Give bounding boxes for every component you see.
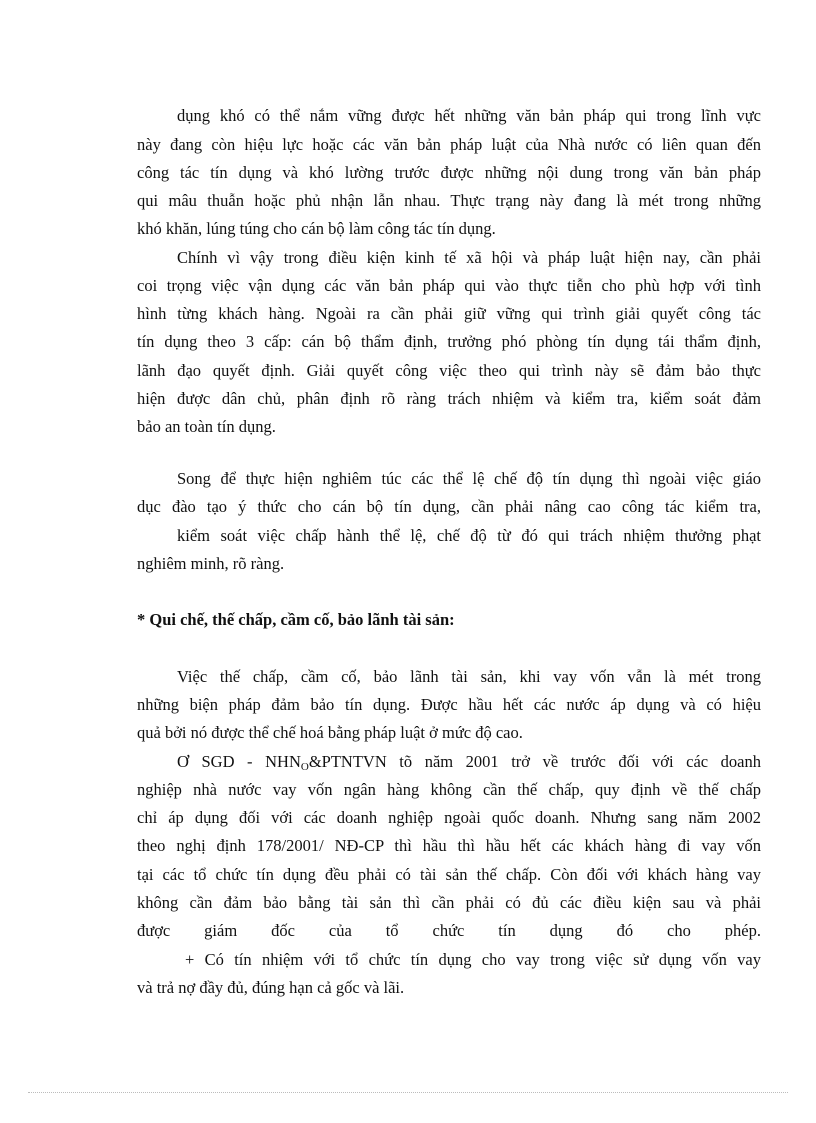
text-line: theo nghị định 178/2001/ NĐ-CP thì hầu thì hầu hết các khách hàng đi vay vốn [137, 836, 761, 855]
text-line: chỉ áp dụng đối với các doanh nghiệp ngoài quốc doanh. Nhưng sang năm 2002 [137, 808, 761, 827]
section-heading: * Qui chế, thế chấp, cầm cố, bảo lãnh tài sản: [137, 610, 455, 629]
text-line: dụng khó có thể nắm vững được hết những văn bản pháp qui trong lĩnh vực [177, 106, 761, 125]
text-line: được giám đốc của tổ chức tín dụng đó cho phép. [137, 921, 761, 940]
text-line: kiểm soát việc chấp hành thể lệ, chế độ từ đó qui trách nhiệm thưởng phạt [177, 526, 761, 545]
text-line: hiện được dân chủ, phân định rõ ràng trách nhiệm và kiểm tra, kiểm soát đảm [137, 389, 761, 408]
text-line [177, 748, 761, 776]
text-line: bảo an toàn tín dụng. [137, 417, 276, 436]
text-line: qui mâu thuẫn hoặc phủ nhận lẫn nhau. Thực trạng này đang là mét trong những [137, 191, 761, 210]
text-line: tín dụng theo 3 cấp: cán bộ thẩm định, trưởng phó phòng tín dụng tái thẩm định, [137, 332, 761, 351]
text-line: này đang còn hiệu lực hoặc các văn bản pháp luật của Nhà nước có liên quan đến [137, 135, 761, 154]
text-line: coi trọng việc vận dụng các văn bản pháp qui vào thực tiễn cho phù hợp với tình [137, 276, 761, 295]
text-line: nghiệp nhà nước vay vốn ngân hàng không cần thế chấp, quy định về thế chấp [137, 780, 761, 799]
text-line: hình từng khách hàng. Ngoài ra cần phải giữ vững qui trình giải quyết công tác [137, 304, 761, 323]
text-line: + Có tín nhiệm với tổ chức tín dụng cho vay trong việc sử dụng vốn vay [185, 950, 761, 969]
text-line: khó khăn, lúng túng cho cán bộ làm công tác tín dụng. [137, 219, 496, 238]
text-line: tại các tổ chức tín dụng đều phải có tài sản thế chấp. Còn đối với khách hàng vay [137, 865, 761, 884]
subscript-text: O [300, 761, 309, 773]
text-line: Việc thế chấp, cầm cố, bảo lãnh tài sản, khi vay vốn vẫn là mét trong [177, 667, 761, 686]
text-line: và trả nợ đầy đủ, đúng hạn cả gốc và lãi. [137, 978, 405, 997]
text-line: dục đào tạo ý thức cho cán bộ tín dụng, cần phải nâng cao công tác kiểm tra, [137, 497, 761, 516]
text-line: Song để thực hiện nghiêm túc các thể lệ chế độ tín dụng thì ngoài việc giáo [177, 469, 761, 488]
text-line: Chính vì vậy trong điều kiện kinh tế xã hội và pháp luật hiện nay, cần phải [177, 248, 761, 267]
text-fragment: &PTNTVN tõ năm 2001 trở về trước đối với các doanh [308, 752, 761, 771]
text-line: lãnh đạo quyết định. Giải quyết công việc theo qui trình này sẽ đảm bảo thực [137, 361, 761, 380]
text-line: nghiêm minh, rõ ràng. [137, 554, 285, 573]
text-line: những biện pháp đảm bảo tín dụng. Được hầu hết các nước áp dụng và có hiệu [137, 695, 761, 714]
text-line: quả bởi nó được thể chế hoá bằng pháp luật ở mức độ cao. [137, 723, 523, 742]
page-footer-rule [28, 1092, 788, 1093]
text-line: công tác tín dụng và khó lường trước được những nội dung trong văn bản pháp [137, 163, 761, 182]
text-line: không cần đảm bảo bằng tài sản thì cần phải có đủ các điều kiện sau và phải [137, 893, 761, 912]
text-fragment: Ơ SGD - NHN [177, 752, 301, 771]
